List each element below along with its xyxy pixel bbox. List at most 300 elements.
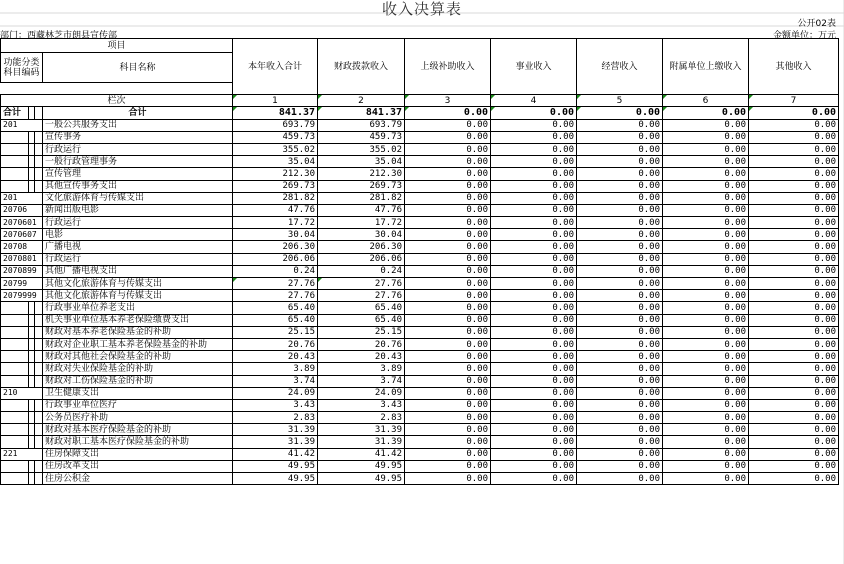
col-number-6: 6: [663, 95, 749, 107]
row-code[interactable]: [1, 460, 29, 472]
row-value[interactable]: 0.00: [405, 156, 491, 168]
row-value[interactable]: 0.00: [749, 351, 839, 363]
row-value[interactable]: 355.02: [318, 143, 405, 155]
row-value[interactable]: 47.76: [318, 204, 405, 216]
row-value[interactable]: 0.00: [405, 351, 491, 363]
row-value[interactable]: 0.00: [749, 338, 839, 350]
table-row: [1, 351, 839, 363]
row-value[interactable]: 27.76: [318, 290, 405, 302]
row-value[interactable]: 0.00: [491, 290, 577, 302]
row-value[interactable]: 0.00: [491, 338, 577, 350]
row-value[interactable]: 0.00: [749, 424, 839, 436]
row-value[interactable]: 31.39: [233, 436, 318, 448]
row-value[interactable]: 0.00: [577, 412, 663, 424]
row-value[interactable]: 0.00: [749, 217, 839, 229]
row-value[interactable]: 0.00: [491, 253, 577, 265]
row-value[interactable]: 0.00: [663, 156, 749, 168]
row-value[interactable]: 47.76: [233, 204, 318, 216]
row-value[interactable]: 0.00: [491, 204, 577, 216]
row-code[interactable]: [1, 375, 29, 387]
row-value[interactable]: 0.00: [663, 412, 749, 424]
row-name[interactable]: 行政运行: [43, 217, 233, 229]
total-value[interactable]: 841.37: [318, 107, 405, 119]
row-value[interactable]: 0.00: [663, 168, 749, 180]
row-value[interactable]: 0.00: [749, 253, 839, 265]
row-name[interactable]: 住房公积金: [43, 473, 233, 485]
row-code[interactable]: 2070899: [1, 265, 43, 277]
row-code[interactable]: [1, 436, 29, 448]
row-value[interactable]: 35.04: [233, 156, 318, 168]
row-value[interactable]: 3.89: [233, 363, 318, 375]
col-number-1: 1: [233, 95, 318, 107]
col-number-3: 3: [405, 95, 491, 107]
row-value[interactable]: 0.00: [749, 326, 839, 338]
row-value[interactable]: 0.00: [663, 399, 749, 411]
row-name[interactable]: 财政对工伤保险基金的补助: [43, 375, 233, 387]
row-value[interactable]: 0.00: [749, 192, 839, 204]
row-value[interactable]: 0.00: [491, 217, 577, 229]
row-value[interactable]: 0.00: [491, 229, 577, 241]
row-value[interactable]: 0.00: [663, 253, 749, 265]
row-value[interactable]: 3.89: [318, 363, 405, 375]
row-code[interactable]: [1, 326, 29, 338]
row-value[interactable]: 0.00: [491, 326, 577, 338]
row-value[interactable]: 0.00: [577, 180, 663, 192]
row-value[interactable]: 0.00: [577, 473, 663, 485]
row-value[interactable]: 0.00: [405, 278, 491, 290]
row-name[interactable]: 机关事业单位基本养老保险缴费支出: [43, 314, 233, 326]
row-code[interactable]: [1, 351, 29, 363]
row-value[interactable]: 24.09: [318, 387, 405, 399]
row-value[interactable]: 0.00: [663, 363, 749, 375]
row-code[interactable]: [1, 412, 29, 424]
row-value[interactable]: 0.00: [663, 436, 749, 448]
row-value[interactable]: 31.39: [318, 436, 405, 448]
table-row: [1, 241, 839, 253]
row-value[interactable]: 0.00: [491, 278, 577, 290]
row-value[interactable]: 0.00: [663, 290, 749, 302]
row-name[interactable]: 行政运行: [43, 253, 233, 265]
row-value[interactable]: 0.00: [749, 375, 839, 387]
row-code[interactable]: 221: [1, 448, 43, 460]
header-col-6: 附属单位上缴收入: [663, 39, 749, 95]
row-value[interactable]: 0.00: [491, 460, 577, 472]
row-code[interactable]: [1, 180, 29, 192]
row-value[interactable]: 0.00: [491, 119, 577, 131]
row-value[interactable]: 206.06: [318, 253, 405, 265]
row-value[interactable]: 0.00: [749, 241, 839, 253]
row-name[interactable]: 其他宣传事务支出: [43, 180, 233, 192]
row-name[interactable]: 公务员医疗补助: [43, 412, 233, 424]
table-row: [1, 143, 839, 155]
total-value[interactable]: 0.00: [577, 107, 663, 119]
row-value[interactable]: 0.00: [405, 143, 491, 155]
row-value[interactable]: 0.00: [663, 448, 749, 460]
row-value[interactable]: 0.00: [491, 375, 577, 387]
row-value[interactable]: 0.00: [491, 363, 577, 375]
row-code[interactable]: 2070601: [1, 217, 43, 229]
row-value[interactable]: 3.43: [233, 399, 318, 411]
row-value[interactable]: 24.09: [233, 387, 318, 399]
row-code[interactable]: [1, 399, 29, 411]
col-number-5: 5: [577, 95, 663, 107]
row-name[interactable]: 财政对基本养老保险基金的补助: [43, 326, 233, 338]
row-value[interactable]: 0.00: [577, 278, 663, 290]
row-value[interactable]: 0.00: [663, 326, 749, 338]
row-name[interactable]: 电影: [43, 229, 233, 241]
row-value[interactable]: 0.00: [405, 119, 491, 131]
row-value[interactable]: 0.00: [405, 290, 491, 302]
row-value[interactable]: 0.00: [577, 192, 663, 204]
row-value[interactable]: 0.00: [749, 363, 839, 375]
row-value[interactable]: 49.95: [233, 460, 318, 472]
row-value[interactable]: 0.00: [749, 473, 839, 485]
row-value[interactable]: 0.00: [405, 375, 491, 387]
row-value[interactable]: 693.79: [233, 119, 318, 131]
row-value[interactable]: 25.15: [318, 326, 405, 338]
row-value[interactable]: 0.00: [405, 387, 491, 399]
row-value[interactable]: 281.82: [233, 192, 318, 204]
row-code[interactable]: [1, 363, 29, 375]
row-value[interactable]: 17.72: [318, 217, 405, 229]
row-value[interactable]: 0.00: [663, 387, 749, 399]
row-value[interactable]: 0.00: [663, 338, 749, 350]
row-value[interactable]: 31.39: [318, 424, 405, 436]
row-value[interactable]: 0.00: [405, 241, 491, 253]
row-value[interactable]: 31.39: [233, 424, 318, 436]
row-value[interactable]: 49.95: [318, 460, 405, 472]
row-code[interactable]: [1, 131, 29, 143]
total-value[interactable]: 0.00: [491, 107, 577, 119]
row-name[interactable]: 住房改革支出: [43, 460, 233, 472]
row-value[interactable]: 0.00: [405, 436, 491, 448]
row-spacer: [35, 351, 43, 363]
row-value[interactable]: 459.73: [318, 131, 405, 143]
row-value[interactable]: 0.00: [405, 168, 491, 180]
row-value[interactable]: 20.76: [318, 338, 405, 350]
table-row: [1, 448, 839, 460]
row-value[interactable]: 0.00: [577, 241, 663, 253]
row-code[interactable]: [1, 143, 29, 155]
row-value[interactable]: 0.00: [577, 302, 663, 314]
row-value[interactable]: 0.00: [577, 424, 663, 436]
row-value[interactable]: 0.00: [577, 204, 663, 216]
row-value[interactable]: 0.00: [577, 326, 663, 338]
row-value[interactable]: 0.00: [663, 192, 749, 204]
row-value[interactable]: 0.00: [577, 143, 663, 155]
row-name[interactable]: 广播电视: [43, 241, 233, 253]
row-value[interactable]: 0.00: [577, 253, 663, 265]
row-value[interactable]: 0.00: [663, 229, 749, 241]
row-value[interactable]: 27.76: [233, 278, 318, 290]
row-value[interactable]: 0.00: [749, 168, 839, 180]
row-value[interactable]: 0.00: [405, 314, 491, 326]
row-value[interactable]: 0.00: [663, 351, 749, 363]
row-value[interactable]: 0.00: [491, 473, 577, 485]
row-value[interactable]: 0.00: [491, 302, 577, 314]
row-name[interactable]: 其他广播电视支出: [43, 265, 233, 277]
row-value[interactable]: 281.82: [318, 192, 405, 204]
row-value[interactable]: 0.00: [491, 424, 577, 436]
row-value[interactable]: 35.04: [318, 156, 405, 168]
row-value[interactable]: 0.00: [491, 448, 577, 460]
row-value[interactable]: 0.00: [663, 375, 749, 387]
table-row: [1, 338, 839, 350]
row-value[interactable]: 0.00: [491, 131, 577, 143]
row-value[interactable]: 0.00: [577, 375, 663, 387]
row-value[interactable]: 0.00: [663, 241, 749, 253]
row-value[interactable]: 0.00: [577, 156, 663, 168]
row-value[interactable]: 0.00: [663, 204, 749, 216]
row-value[interactable]: 17.72: [233, 217, 318, 229]
row-spacer: [35, 436, 43, 448]
row-value[interactable]: 0.00: [491, 351, 577, 363]
table-row: [1, 387, 839, 399]
row-value[interactable]: 0.00: [577, 351, 663, 363]
row-value[interactable]: 0.00: [405, 448, 491, 460]
row-value[interactable]: 212.30: [318, 168, 405, 180]
row-value[interactable]: 0.00: [405, 192, 491, 204]
row-value[interactable]: 0.00: [577, 217, 663, 229]
row-value[interactable]: 0.00: [577, 387, 663, 399]
row-value[interactable]: 0.00: [405, 412, 491, 424]
row-value[interactable]: 0.00: [663, 180, 749, 192]
row-value[interactable]: 41.42: [318, 448, 405, 460]
row-code[interactable]: [1, 168, 29, 180]
row-name[interactable]: 财政对职工基本医疗保险基金的补助: [43, 436, 233, 448]
row-value[interactable]: 0.00: [491, 180, 577, 192]
row-value[interactable]: 0.00: [405, 338, 491, 350]
row-value[interactable]: 49.95: [233, 473, 318, 485]
row-value[interactable]: 0.00: [663, 473, 749, 485]
total-label: 合计: [43, 107, 233, 119]
row-value[interactable]: 49.95: [318, 473, 405, 485]
row-value[interactable]: 0.00: [405, 424, 491, 436]
row-value[interactable]: 41.42: [233, 448, 318, 460]
row-value[interactable]: 355.02: [233, 143, 318, 155]
row-value[interactable]: 0.00: [491, 156, 577, 168]
row-value[interactable]: 0.00: [405, 131, 491, 143]
row-code[interactable]: [1, 424, 29, 436]
row-name[interactable]: 财政对基本医疗保险基金的补助: [43, 424, 233, 436]
table-row: [1, 131, 839, 143]
row-value[interactable]: 0.00: [749, 399, 839, 411]
row-value[interactable]: 0.00: [663, 217, 749, 229]
row-value[interactable]: 0.00: [749, 229, 839, 241]
row-value[interactable]: 0.00: [749, 204, 839, 216]
total-value[interactable]: 0.00: [405, 107, 491, 119]
row-code[interactable]: [1, 314, 29, 326]
row-name[interactable]: 行政事业单位医疗: [43, 399, 233, 411]
row-value[interactable]: 0.00: [491, 412, 577, 424]
row-name[interactable]: 财政对企业职工基本养老保险基金的补助: [43, 338, 233, 350]
row-code[interactable]: [1, 473, 29, 485]
row-name[interactable]: 一般公共服务支出: [43, 119, 233, 131]
row-value[interactable]: 0.00: [405, 217, 491, 229]
row-value[interactable]: 0.00: [577, 399, 663, 411]
row-name[interactable]: 其他文化旅游体育与传媒支出: [43, 290, 233, 302]
row-spacer: [35, 460, 43, 472]
row-code[interactable]: [1, 338, 29, 350]
row-value[interactable]: 25.15: [233, 326, 318, 338]
row-name[interactable]: 一般行政管理事务: [43, 156, 233, 168]
row-value[interactable]: 0.00: [491, 387, 577, 399]
total-value[interactable]: 841.37: [233, 107, 318, 119]
row-value[interactable]: 0.00: [663, 278, 749, 290]
row-value[interactable]: 693.79: [318, 119, 405, 131]
row-value[interactable]: 20.43: [318, 351, 405, 363]
row-value[interactable]: 27.76: [233, 290, 318, 302]
row-value[interactable]: 3.74: [318, 375, 405, 387]
row-name[interactable]: 新闻出版电影: [43, 204, 233, 216]
row-code[interactable]: 210: [1, 387, 43, 399]
row-value[interactable]: 0.00: [577, 131, 663, 143]
row-value[interactable]: 0.00: [405, 253, 491, 265]
table-row: [1, 363, 839, 375]
row-spacer: [35, 180, 43, 192]
row-value[interactable]: 269.73: [318, 180, 405, 192]
row-name[interactable]: 其他文化旅游体育与传媒支出: [43, 278, 233, 290]
row-value[interactable]: 0.00: [577, 314, 663, 326]
row-value[interactable]: 0.00: [663, 119, 749, 131]
row-value[interactable]: 459.73: [233, 131, 318, 143]
row-value[interactable]: 269.73: [233, 180, 318, 192]
total-value[interactable]: 0.00: [749, 107, 839, 119]
row-value[interactable]: 0.00: [577, 290, 663, 302]
row-value[interactable]: 3.43: [318, 399, 405, 411]
row-value[interactable]: 0.00: [663, 131, 749, 143]
row-code[interactable]: 20799: [1, 278, 43, 290]
row-value[interactable]: 0.00: [749, 265, 839, 277]
row-value[interactable]: 0.00: [405, 204, 491, 216]
row-value[interactable]: 0.00: [749, 412, 839, 424]
row-value[interactable]: 0.00: [491, 168, 577, 180]
row-value[interactable]: 0.00: [405, 302, 491, 314]
row-value[interactable]: 0.00: [491, 192, 577, 204]
row-value[interactable]: 65.40: [318, 314, 405, 326]
row-name[interactable]: 行政事业单位养老支出: [43, 302, 233, 314]
row-value[interactable]: 0.00: [577, 229, 663, 241]
row-value[interactable]: 0.00: [749, 119, 839, 131]
row-value[interactable]: 206.30: [318, 241, 405, 253]
row-value[interactable]: 212.30: [233, 168, 318, 180]
row-value[interactable]: 0.00: [749, 278, 839, 290]
row-value[interactable]: 0.24: [318, 265, 405, 277]
row-value[interactable]: 0.00: [749, 460, 839, 472]
row-code[interactable]: 20706: [1, 204, 43, 216]
row-code[interactable]: [1, 156, 29, 168]
row-code[interactable]: 2079999: [1, 290, 43, 302]
row-value[interactable]: 0.00: [577, 119, 663, 131]
row-code[interactable]: 201: [1, 192, 43, 204]
row-value[interactable]: 0.00: [577, 448, 663, 460]
row-value[interactable]: 65.40: [318, 302, 405, 314]
row-value[interactable]: 0.00: [577, 338, 663, 350]
row-value[interactable]: 20.76: [233, 338, 318, 350]
row-value[interactable]: 0.00: [491, 314, 577, 326]
row-spacer: [35, 326, 43, 338]
row-name[interactable]: 财政对失业保险基金的补助: [43, 363, 233, 375]
row-value[interactable]: 30.04: [318, 229, 405, 241]
row-code[interactable]: 20708: [1, 241, 43, 253]
row-value[interactable]: 0.00: [749, 143, 839, 155]
row-value[interactable]: 206.06: [233, 253, 318, 265]
header-col-4: 事业收入: [491, 39, 577, 95]
row-value[interactable]: 65.40: [233, 302, 318, 314]
row-value[interactable]: 206.30: [233, 241, 318, 253]
row-value[interactable]: 0.00: [749, 436, 839, 448]
table-row: [1, 265, 839, 277]
row-value[interactable]: 0.00: [749, 387, 839, 399]
row-value[interactable]: 3.74: [233, 375, 318, 387]
row-value[interactable]: 0.00: [577, 168, 663, 180]
row-value[interactable]: 0.00: [749, 180, 839, 192]
row-name[interactable]: 行政运行: [43, 143, 233, 155]
row-value[interactable]: 0.00: [405, 399, 491, 411]
row-value[interactable]: 0.00: [491, 399, 577, 411]
row-value[interactable]: 0.00: [749, 131, 839, 143]
row-code[interactable]: [1, 302, 29, 314]
row-value[interactable]: 0.00: [405, 460, 491, 472]
row-value[interactable]: 0.00: [577, 460, 663, 472]
row-value[interactable]: 2.83: [233, 412, 318, 424]
row-spacer: [35, 168, 43, 180]
row-value[interactable]: 0.00: [577, 363, 663, 375]
row-value[interactable]: 0.00: [491, 241, 577, 253]
row-value[interactable]: 0.00: [491, 436, 577, 448]
row-value[interactable]: 0.00: [405, 326, 491, 338]
row-value[interactable]: 0.00: [749, 314, 839, 326]
row-value[interactable]: 65.40: [233, 314, 318, 326]
row-value[interactable]: 0.00: [749, 448, 839, 460]
row-value[interactable]: 0.00: [663, 460, 749, 472]
total-value[interactable]: 0.00: [663, 107, 749, 119]
row-name[interactable]: 住房保障支出: [43, 448, 233, 460]
row-name[interactable]: 宣传事务: [43, 131, 233, 143]
row-value[interactable]: 0.24: [233, 265, 318, 277]
row-value[interactable]: 0.00: [405, 229, 491, 241]
row-value[interactable]: 0.00: [577, 265, 663, 277]
row-value[interactable]: 0.00: [663, 143, 749, 155]
row-name[interactable]: 宣传管理: [43, 168, 233, 180]
row-name[interactable]: 文化旅游体育与传媒支出: [43, 192, 233, 204]
row-value[interactable]: 0.00: [663, 424, 749, 436]
total-code: 合计: [1, 107, 29, 119]
row-value[interactable]: 0.00: [749, 290, 839, 302]
row-value[interactable]: 0.00: [663, 265, 749, 277]
row-value[interactable]: 0.00: [405, 180, 491, 192]
row-value[interactable]: 0.00: [405, 363, 491, 375]
row-value[interactable]: 27.76: [318, 278, 405, 290]
row-value[interactable]: 30.04: [233, 229, 318, 241]
row-name[interactable]: 财政对其他社会保险基金的补助: [43, 351, 233, 363]
row-value[interactable]: 0.00: [405, 473, 491, 485]
row-code[interactable]: 201: [1, 119, 43, 131]
row-code[interactable]: 2070607: [1, 229, 43, 241]
row-value[interactable]: 20.43: [233, 351, 318, 363]
row-value[interactable]: 0.00: [663, 302, 749, 314]
row-value[interactable]: 0.00: [491, 265, 577, 277]
row-name[interactable]: 卫生健康支出: [43, 387, 233, 399]
row-value[interactable]: 0.00: [663, 314, 749, 326]
row-value[interactable]: 0.00: [405, 265, 491, 277]
row-value[interactable]: 2.83: [318, 412, 405, 424]
row-value[interactable]: 0.00: [749, 302, 839, 314]
row-value[interactable]: 0.00: [749, 156, 839, 168]
row-value[interactable]: 0.00: [577, 436, 663, 448]
row-value[interactable]: 0.00: [491, 143, 577, 155]
row-code[interactable]: 2070801: [1, 253, 43, 265]
